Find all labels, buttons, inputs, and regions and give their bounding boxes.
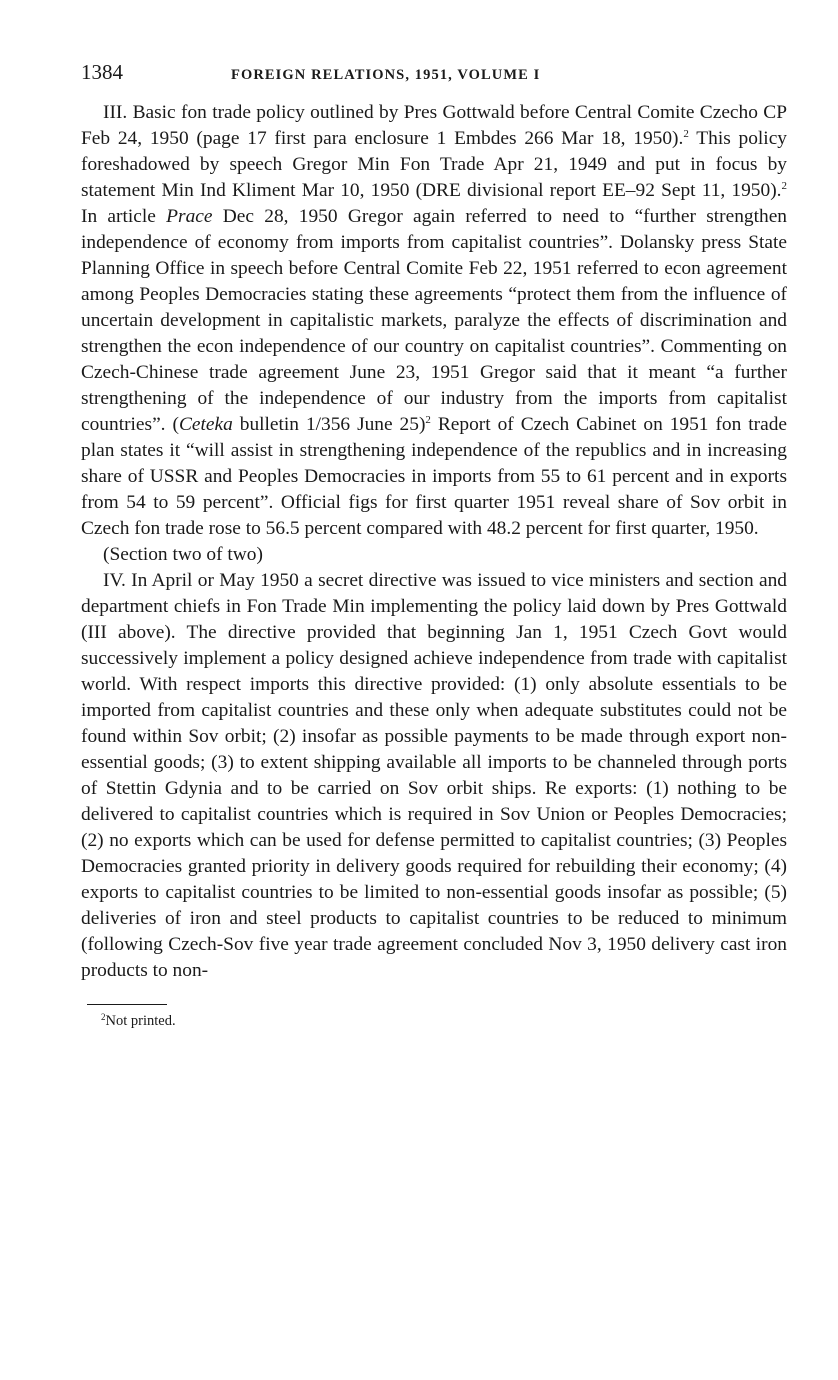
section-note: (Section two of two) bbox=[103, 544, 263, 565]
footnote-marker: 2 bbox=[101, 1012, 106, 1022]
running-head-title: FOREIGN RELATIONS, 1951, VOLUME I bbox=[231, 67, 541, 83]
footnote bbox=[101, 1013, 787, 1030]
footnote-divider bbox=[87, 1004, 167, 1005]
footnote-reference: 2 bbox=[425, 414, 431, 426]
footnote-text: Not printed. bbox=[105, 1013, 176, 1029]
running-head bbox=[81, 60, 787, 100]
publication-title: Prace bbox=[166, 206, 213, 227]
body-text bbox=[81, 100, 787, 984]
footnote-reference: 2 bbox=[781, 180, 787, 192]
document-page bbox=[81, 60, 787, 1030]
page-number: 1384 bbox=[81, 60, 123, 84]
paragraph-section-three: III. Basic fon trade policy outlined by Pres Gottwald before Central Comite Czecho CP Feb 24, 1950 (page 17 first para enclosure 1 Embdes 266 Mar 18, 1950).$^2$ This policy foreshadowed by speech Gregor Min Fon Trade Apr 21, 1949 and put in focus by statement Min Ind Kliment Mar 10, 1950 (DRE divisional report EE–92 Sept 11, 1950).$^2$ In article Prace Dec 28, 1950 Gregor again referred to need to “further strengthen independence of economy from imports from capitalist countries”. Dolansky press State Planning Office in speech before Central Comite Feb 22, 1951 referred to econ agreement among Peoples Democracies stating these agreements “protect them from the influence of uncertain development in capitalistic markets, paralyze the effects of discrimination and strengthen the econ independence of our country on capitalist countries”. Commenting on Czech-Chinese trade agreement June 23, 1951 Gregor said that it meant “a further strengthening of the independence of our industry from the imports from capitalist countries”. (Ceteka bulletin 1/356 June 25)$^2$ Report of Czech Cabinet on 1951 fon trade plan states it “will assist in strengthening independence of the republics and in increasing share of USSR and Peoples Democracies in imports from 55 to 61 percent and in exports from 54 to 59 percent”. Official figs for first quarter 1951 reveal share of Sov orbit in Czech fon trade rose to 56.5 percent compared with 48.2 percent for first quarter, 1950. bbox=[81, 102, 787, 539]
paragraph-section-four: IV. In April or May 1950 a secret directive was issued to vice ministers and section and department chiefs in Fon Trade Min implementing the policy laid down by Pres Gottwald (III above). The directive provided that beginning Jan 1, 1951 Czech Govt would successively implement a policy designed achieve independence from trade with capitalist world. With respect imports this directive provided: (1) only absolute essentials to be imported from capitalist countries and these only when adequate substitutes could not be found within Sov orbit; (2) insofar as possible payments to be made through export non-essential goods; (3) to extent shipping available all imports to be channeled through ports of Stettin Gdynia and to be carried on Sov orbit ships. Re exports: (1) nothing to be delivered to capitalist countries which is required in Sov Union or Peoples Democracies; (2) no exports which can be used for defense permitted to capitalist countries; (3) Peoples Democracies granted priority in delivery goods required for rebuilding their economy; (4) exports to capitalist countries to be limited to non-essential goods insofar as possible; (5) deliveries of iron and steel products to capitalist countries to be reduced to minimum (following Czech-Sov five year trade agreement concluded Nov 3, 1950 delivery cast iron products to non- bbox=[81, 570, 787, 981]
publication-title: Ceteka bbox=[178, 414, 233, 435]
footnote-reference: 2 bbox=[683, 128, 689, 140]
